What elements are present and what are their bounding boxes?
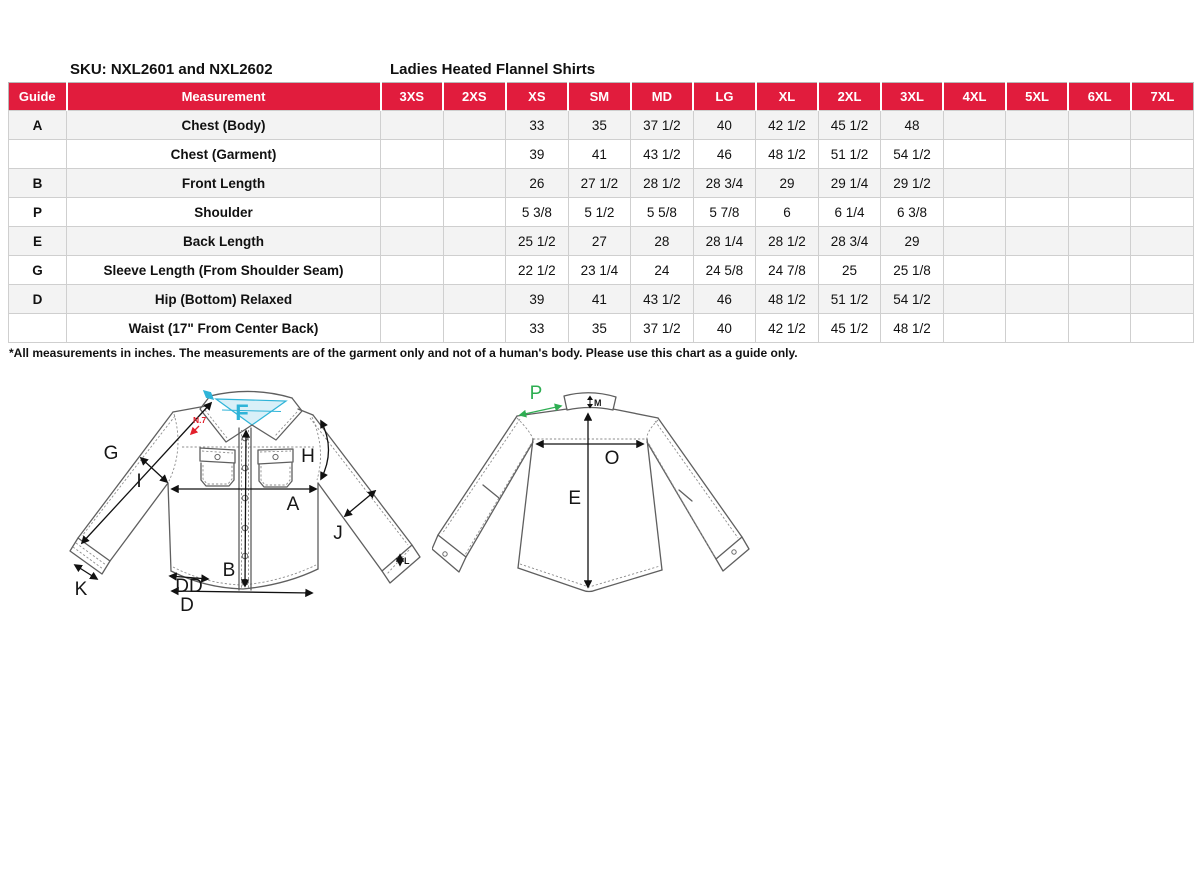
value-cell: 33: [506, 314, 569, 343]
value-cell: 48: [881, 111, 944, 140]
value-cell: [1006, 314, 1069, 343]
value-cell: [443, 314, 506, 343]
table-row: [9, 314, 1194, 343]
measurement-cell: Shoulder: [67, 198, 381, 227]
front-label-j: J: [333, 523, 343, 544]
value-cell: 35: [568, 111, 631, 140]
value-cell: 6 1/4: [818, 198, 881, 227]
front-label-i: I: [136, 471, 142, 492]
value-cell: [943, 314, 1006, 343]
guide-cell: [9, 140, 67, 169]
value-cell: 51 1/2: [818, 140, 881, 169]
value-cell: 42 1/2: [756, 314, 819, 343]
value-cell: [1131, 285, 1194, 314]
value-cell: [443, 169, 506, 198]
value-cell: [1131, 111, 1194, 140]
front-label-k: K: [74, 579, 88, 600]
value-cell: 28 1/4: [693, 227, 756, 256]
table-row: [9, 256, 1194, 285]
value-cell: 39: [506, 285, 569, 314]
value-cell: [381, 285, 444, 314]
sku-title: SKU: NXL2601 and NXL2602: [70, 61, 273, 78]
value-cell: [943, 140, 1006, 169]
back-shirt-outline: [432, 393, 749, 592]
measurement-cell: Chest (Garment): [67, 140, 381, 169]
armhole-arrow-h: [321, 421, 329, 479]
value-cell: 45 1/2: [818, 111, 881, 140]
value-cell: 39: [506, 140, 569, 169]
size-chart-head: [9, 83, 1194, 111]
value-cell: 5 3/8: [506, 198, 569, 227]
column-header-measurement: Measurement: [67, 83, 381, 111]
value-cell: 42 1/2: [756, 111, 819, 140]
value-cell: 48 1/2: [756, 140, 819, 169]
column-header-3xl: 3XL: [881, 83, 944, 111]
guide-cell: [9, 314, 67, 343]
value-cell: [1006, 227, 1069, 256]
column-header-md: MD: [631, 83, 694, 111]
value-cell: 46: [693, 285, 756, 314]
value-cell: [943, 256, 1006, 285]
value-cell: 28 3/4: [818, 227, 881, 256]
value-cell: 5 1/2: [568, 198, 631, 227]
value-cell: [1006, 140, 1069, 169]
footnote: *All measurements in inches. The measurements are of the garment only and not of a human's body. Please use this chart as a guide only.: [9, 346, 798, 360]
value-cell: [1068, 314, 1131, 343]
value-cell: 6: [756, 198, 819, 227]
table-row: [9, 198, 1194, 227]
value-cell: 35: [568, 314, 631, 343]
back-labels: [530, 383, 620, 509]
column-header-2xs: 2XS: [443, 83, 506, 111]
cuff-arrow-k: [75, 565, 97, 579]
shirt-front-svg: [60, 383, 432, 631]
value-cell: 43 1/2: [631, 285, 694, 314]
value-cell: [443, 227, 506, 256]
column-header-6xl: 6XL: [1068, 83, 1131, 111]
front-length-arrow-b: [245, 431, 246, 586]
table-row: [9, 169, 1194, 198]
value-cell: 29: [881, 227, 944, 256]
value-cell: 37 1/2: [631, 314, 694, 343]
guide-cell: G: [9, 256, 67, 285]
value-cell: [1006, 256, 1069, 285]
value-cell: [1006, 111, 1069, 140]
value-cell: [1068, 169, 1131, 198]
value-cell: 25 1/8: [881, 256, 944, 285]
table-row: [9, 140, 1194, 169]
column-header-4xl: 4XL: [943, 83, 1006, 111]
value-cell: [943, 198, 1006, 227]
front-label-f: F: [235, 400, 249, 425]
value-cell: 5 7/8: [693, 198, 756, 227]
value-cell: [1131, 314, 1194, 343]
header-row: [9, 83, 1194, 111]
guide-cell: D: [9, 285, 67, 314]
value-cell: 22 1/2: [506, 256, 569, 285]
back-measure-arrows: [520, 406, 643, 587]
value-cell: [381, 198, 444, 227]
value-cell: [1068, 140, 1131, 169]
value-cell: 29 1/2: [881, 169, 944, 198]
column-header-5xl: 5XL: [1006, 83, 1069, 111]
value-cell: 5 5/8: [631, 198, 694, 227]
table-row: [9, 285, 1194, 314]
value-cell: 40: [693, 314, 756, 343]
shirt-front-diagram: [60, 383, 432, 631]
value-cell: [1006, 169, 1069, 198]
column-header-xs: XS: [506, 83, 569, 111]
back-label-p: P: [529, 383, 543, 404]
value-cell: [381, 140, 444, 169]
size-chart-rows: [9, 111, 1194, 343]
measurement-cell: Front Length: [67, 169, 381, 198]
back-label-e: E: [568, 488, 581, 509]
value-cell: [1068, 256, 1131, 285]
value-cell: [381, 227, 444, 256]
value-cell: 46: [693, 140, 756, 169]
column-header-2xl: 2XL: [818, 83, 881, 111]
value-cell: 43 1/2: [631, 140, 694, 169]
value-cell: 27: [568, 227, 631, 256]
measurement-cell: Hip (Bottom) Relaxed: [67, 285, 381, 314]
measurement-cell: Chest (Body): [67, 111, 381, 140]
value-cell: [943, 227, 1006, 256]
value-cell: [443, 198, 506, 227]
value-cell: 26: [506, 169, 569, 198]
value-cell: 24 5/8: [693, 256, 756, 285]
value-cell: [1131, 256, 1194, 285]
value-cell: 29 1/4: [818, 169, 881, 198]
column-header-lg: LG: [693, 83, 756, 111]
value-cell: 33: [506, 111, 569, 140]
value-cell: [1006, 285, 1069, 314]
value-cell: [1131, 140, 1194, 169]
value-cell: 48 1/2: [881, 314, 944, 343]
column-header-xl: XL: [756, 83, 819, 111]
value-cell: 23 1/4: [568, 256, 631, 285]
front-label-b: B: [222, 560, 236, 581]
measurement-cell: Back Length: [67, 227, 381, 256]
measurement-cell: Waist (17" From Center Back): [67, 314, 381, 343]
n-arrow-icon: [191, 426, 199, 434]
value-cell: 54 1/2: [881, 285, 944, 314]
titlebar: [0, 61, 1200, 79]
value-cell: [1068, 285, 1131, 314]
table-row: [9, 111, 1194, 140]
measurement-cell: Sleeve Length (From Shoulder Seam): [67, 256, 381, 285]
value-cell: [443, 256, 506, 285]
value-cell: [943, 111, 1006, 140]
value-cell: [943, 169, 1006, 198]
column-header-7xl: 7XL: [1131, 83, 1194, 111]
value-cell: [1068, 227, 1131, 256]
value-cell: 37 1/2: [631, 111, 694, 140]
front-label-l: L: [404, 556, 410, 566]
column-header-3xs: 3XS: [381, 83, 444, 111]
value-cell: 28 1/2: [631, 169, 694, 198]
value-cell: [381, 169, 444, 198]
value-cell: [381, 314, 444, 343]
value-cell: 41: [568, 140, 631, 169]
front-label-d: D: [180, 595, 194, 616]
value-cell: 51 1/2: [818, 285, 881, 314]
value-cell: 48 1/2: [756, 285, 819, 314]
value-cell: 45 1/2: [818, 314, 881, 343]
value-cell: [943, 285, 1006, 314]
value-cell: [381, 111, 444, 140]
shirt-back-svg: [432, 382, 766, 648]
value-cell: 54 1/2: [881, 140, 944, 169]
value-cell: 41: [568, 285, 631, 314]
value-cell: 25: [818, 256, 881, 285]
value-cell: 6 3/8: [881, 198, 944, 227]
value-cell: [443, 140, 506, 169]
value-cell: 28 1/2: [756, 227, 819, 256]
table-row: [9, 227, 1194, 256]
back-label-o: O: [604, 448, 620, 469]
front-label-h: H: [301, 446, 315, 467]
column-header-guide: Guide: [9, 83, 67, 111]
value-cell: [1006, 198, 1069, 227]
value-cell: [1131, 169, 1194, 198]
value-cell: [1068, 111, 1131, 140]
guide-cell: P: [9, 198, 67, 227]
front-label-n: N.7: [193, 415, 207, 425]
size-chart-table: [8, 82, 1194, 343]
value-cell: 27 1/2: [568, 169, 631, 198]
value-cell: [1131, 198, 1194, 227]
value-cell: 29: [756, 169, 819, 198]
sleeve-width-arrow-j: [345, 491, 375, 516]
back-label-m: M: [594, 398, 602, 408]
front-label-g: G: [103, 443, 119, 464]
shirt-back-diagram: [432, 382, 766, 648]
column-header-sm: SM: [568, 83, 631, 111]
guide-cell: B: [9, 169, 67, 198]
value-cell: [443, 285, 506, 314]
guide-cell: E: [9, 227, 67, 256]
guide-cell: A: [9, 111, 67, 140]
value-cell: 24: [631, 256, 694, 285]
value-cell: [1131, 227, 1194, 256]
value-cell: 28 3/4: [693, 169, 756, 198]
value-cell: 25 1/2: [506, 227, 569, 256]
value-cell: 24 7/8: [756, 256, 819, 285]
value-cell: 28: [631, 227, 694, 256]
product-title: Ladies Heated Flannel Shirts: [390, 61, 596, 78]
armpit-arrow-i: [141, 458, 167, 482]
sleeve-length-arrow-g: [82, 403, 211, 543]
value-cell: 40: [693, 111, 756, 140]
value-cell: [443, 111, 506, 140]
front-label-dd: DD: [175, 576, 203, 597]
value-cell: [381, 256, 444, 285]
value-cell: [1068, 198, 1131, 227]
front-label-a: A: [286, 494, 300, 515]
